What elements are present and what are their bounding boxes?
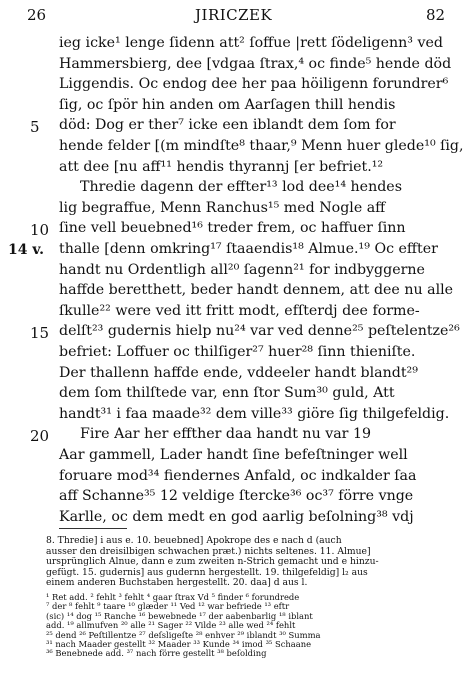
text-line: Aar gammell, Lader handt ſine befeſtninger well [59, 447, 408, 463]
line-number: 5 [30, 118, 40, 137]
text-line: thalle [denn omkring¹⁷ ſtaaendis¹⁸ Almue.¹⁹ Oc effter [59, 241, 438, 257]
apparatus-line: gefügt. 15. gudernis] aus gudernn hergestellt. 19. thilgefeldig] l₂ aus [46, 566, 368, 578]
text-line: ſig, oc ſpör hin anden om Aarſagen thill hendis [59, 96, 396, 113]
footnote-line: add. ¹⁹ allmufven ²⁰ alle ²¹ Sager ²² Vilde ²³ alle wed ²⁴ fehlt [46, 620, 296, 631]
footnote-line: ²⁵ dend ²⁶ Peſtillentze ²⁷ deſsligeſte ²⁸ enhver ²⁹ iblandt ³⁰ Summa [46, 629, 321, 640]
text-line: ſkulle²² were ved itt fritt modt, efſterdj dee forme- [59, 302, 420, 319]
text-line: Fire Aar her effther daa handt nu var 19 [80, 426, 372, 443]
left-page-number: 26 [27, 6, 47, 24]
footnote-rule [59, 528, 127, 529]
text-line: foruare mod³⁴ fiendernes Anfald, oc indkalder ſaa [59, 467, 417, 484]
text-line: lig begraffue, Menn Ranchus¹⁵ med Nogle aff [59, 199, 386, 216]
text-line: aff Schanne³⁵ 12 veldige ſtercke³⁶ oc³⁷ förre vnge [59, 488, 414, 505]
apparatus-line: 8. Thredie] i aus e. 10. beuebned] Apokrope des e nach d (auch [46, 535, 342, 547]
footnote-line: (sic) ¹⁴ dog ¹⁵ Ranche ¹⁶ bewebnede ¹⁷ der aabenbarlig ¹⁸ iblant [46, 610, 313, 621]
text-line: handt³¹ i faa maade³² dem ville³³ giöre ſig thilgefeldig. [59, 405, 450, 422]
footnote-line: ³¹ nach Maader gestellt ³² Maader ³³ Kunde ³⁴ imod ³⁵ Schaane [46, 638, 312, 649]
line-number: 20 [30, 427, 50, 446]
text-line: Hammersbierg, dee [vdgaa ſtrax,⁴ oc finde⁵ hende död [59, 55, 452, 72]
text-line: handt nu Ordentligh all²⁰ ſagenn²¹ for indbyggerne [59, 261, 425, 278]
text-line: att dee [nu aff¹¹ hendis thyrannj [er befriet.¹² [59, 158, 384, 175]
footnote-line: ⁷ der ⁸ fehlt ⁹ taare ¹⁰ glæder ¹¹ Ved ¹² war befriede ¹³ eftr [46, 601, 290, 612]
line-number: 10 [30, 221, 50, 240]
apparatus-line: ursprünglich Alnue, dann e zum zweiten n-Strich gemacht und e hinzu- [46, 556, 379, 568]
line-number: 15 [30, 324, 50, 343]
text-line: delſt²³ gudernis hielp nu²⁴ var ved denne²⁵ peſtelentze²⁶ [59, 323, 460, 340]
text-line: dem ſom thilſtede var, enn ſtor Sum³⁰ guld, Att [59, 385, 395, 402]
apparatus-line: ausser den dreisilbigen schwachen præt.) nichts seltenes. 11. Almue] [46, 545, 371, 557]
running-title: JIRICZEK [195, 6, 273, 24]
apparatus-line: einem anderen Buchstaben hergestellt. 20. daa] d aus l. [46, 577, 308, 589]
footnote-line: ¹ Ret add. ² fehlt ³ fehlt ⁴ gaar ſtrax Vd ⁵ finder ⁶ forundrede [46, 591, 300, 602]
text-line: ſine vell beuebned¹⁶ treder frem, oc haffuer ſinn [59, 220, 406, 237]
text-line: befriet: Loffuer oc thilſiger²⁷ huer²⁸ ſinn thieniſte. [59, 344, 416, 360]
footnote-line: ³⁶ Benebnede add. ³⁷ nach förre gestellt ³⁸ beſolding [46, 648, 267, 659]
text-line: Karlle, oc dem medt en god aarlig beſolning³⁸ vdj [59, 508, 414, 525]
text-line: Thredie dagenn der effter¹³ lod dee¹⁴ hendes [80, 179, 402, 196]
folio-side-note: 14 v. [8, 242, 44, 258]
text-line: Der thallenn haffde ende, vddeeler handt blandt²⁹ [59, 364, 418, 381]
right-page-number: 82 [426, 6, 446, 24]
text-line: ieg icke¹ lenge ſidenn att² ſoffue |rett ſödeligenn³ ved [59, 35, 443, 51]
text-line: hende felder [(m mindſte⁸ thaar,⁹ Menn huer glede¹⁰ ſig, [59, 138, 464, 154]
text-line: haffde beretthett, beder handt dennem, att dee nu alle [59, 282, 454, 299]
text-line: död: Dog er ther⁷ icke een iblandt dem ſom for [59, 117, 396, 134]
text-line: Liggendis. Oc endog dee her paa höiligenn forundrer⁶ [59, 76, 449, 93]
